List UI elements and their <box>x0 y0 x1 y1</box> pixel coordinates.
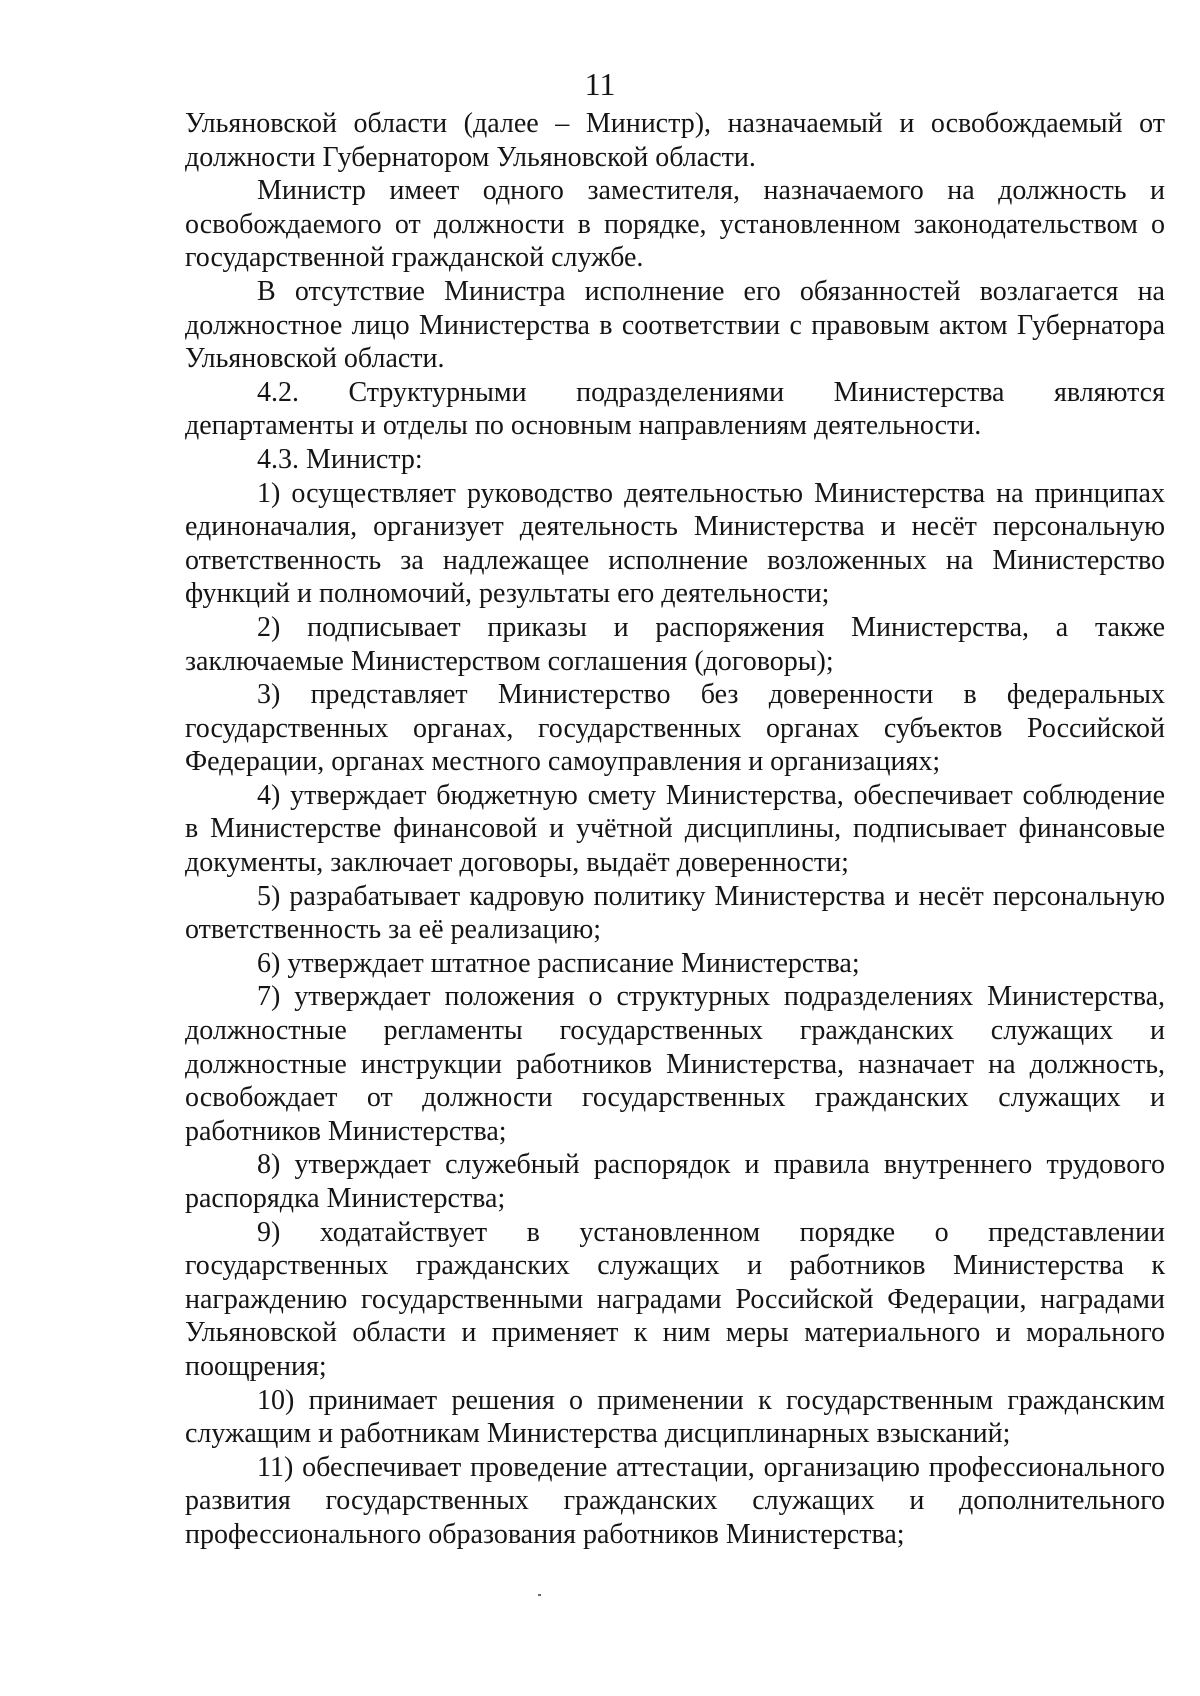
paragraph: 3) представляет Министерство без доверенности в федеральных государственных органах, государственных органах субъектов Российской Федерации, органах местного самоуправления и организациях; <box>185 679 1165 778</box>
paragraph: 8) утверждает служебный распорядок и правила внутреннего трудового распорядка Министерства; <box>185 1149 1165 1214</box>
page-number: 11 <box>584 66 616 102</box>
paragraph: 2) подписывает приказы и распоряжения Министерства, а также заключаемые Министерством соглашения (договоры); <box>185 611 1165 677</box>
paragraph: 11) обеспечивает проведение аттестации, организацию профессионального развития государственных гражданских служащих и дополнительного профессионального образования работников Министерства; <box>185 1451 1165 1550</box>
paragraph: В отсутствие Министра исполнение его обязанностей возлагается на должностное лицо Министерства в соответствии с правовым актом Губернатора Ульяновской области. <box>185 275 1165 375</box>
paragraph: Министр имеет одного заместителя, назначаемого на должность и освобождаемого от должности в порядке, установленном законодательством о государственной гражданской службе. <box>185 175 1165 274</box>
paragraph: 9) ходатайствует в установленном порядке о представлении государственных гражданских служащих и работников Министерства к награждению государственными наградами Российской Федерации, наградами Ульяновской области и применяет к ним меры материального и морального поощрения; <box>185 1216 1165 1382</box>
paragraph: 10) принимает решения о применении к государственным гражданским служащим и работникам Министерства дисциплинарных взысканий; <box>185 1384 1165 1450</box>
document-body <box>185 107 1165 1552</box>
paragraph: 4) утверждает бюджетную смету Министерства, обеспечивает соблюдение в Министерстве финансовой и учётной дисциплины, подписывает финансовые документы, заключает договоры, выдаёт доверенности; <box>185 779 1165 879</box>
paragraph: 5) разрабатывает кадровую политику Министерства и несёт персональную ответственность за её реализацию; <box>185 880 1165 946</box>
paragraph: 4.2. Структурными подразделениями Министерства являются департаменты и отделы по основным направлениям деятельности. <box>185 376 1165 442</box>
scan-artifact <box>538 1594 541 1596</box>
paragraph: 7) утверждает положения о структурных подразделениях Министерства, должностные регламенты государственных гражданских служащих и должностные инструкции работников Министерства, назначает на должность, освобождает от должности государственных гражданских служащих и работников Министерства; <box>185 981 1165 1147</box>
paragraph: Ульяновской области (далее – Министр), назначаемый и освобождаемый от должности Губернатором Ульяновской области. <box>185 108 1165 173</box>
paragraph: 1) осуществляет руководство деятельностью Министерства на принципах единоначалия, организует деятельность Министерства и несёт персональную ответственность за надлежащее исполнение возложенных на Министерство функций и полномочий, результаты его деятельности; <box>185 477 1165 610</box>
paragraph: 6) утверждает штатное расписание Министерства; <box>257 947 860 979</box>
paragraph: 4.3. Министр: <box>257 443 423 475</box>
